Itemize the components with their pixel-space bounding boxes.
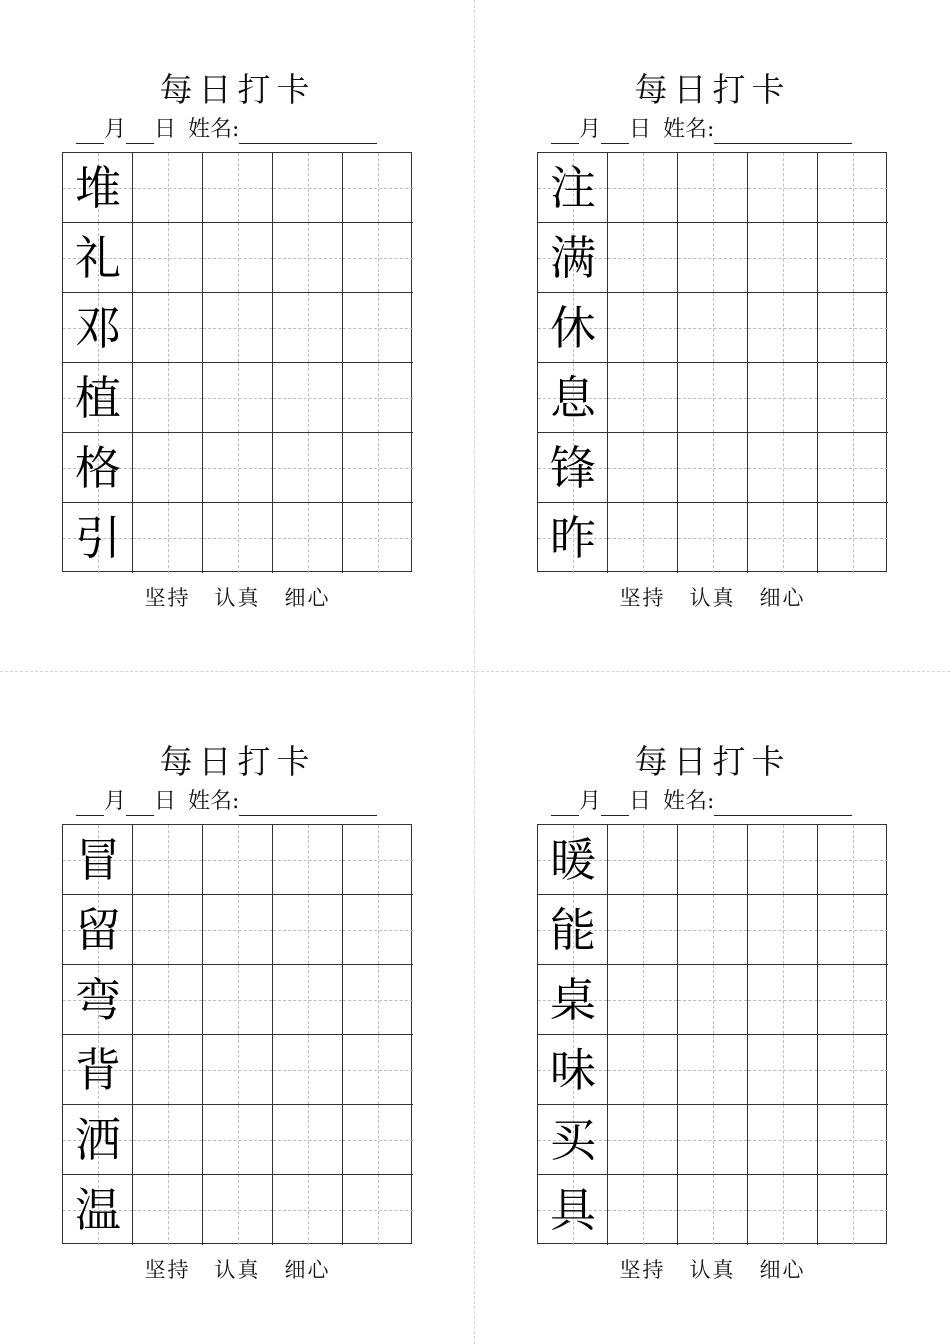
practice-cell[interactable] xyxy=(133,223,203,293)
model-character: 洒 xyxy=(75,1113,121,1167)
practice-cell[interactable] xyxy=(608,825,678,895)
model-character-cell xyxy=(63,293,133,363)
practice-cell[interactable] xyxy=(608,363,678,433)
practice-cell[interactable] xyxy=(608,503,678,573)
practice-cell[interactable] xyxy=(608,1175,678,1245)
practice-cell[interactable] xyxy=(818,433,888,503)
month-label: 月 xyxy=(104,789,127,814)
motto-line xyxy=(0,1256,475,1284)
writing-grid xyxy=(62,824,412,1244)
model-character: 满 xyxy=(550,231,596,285)
model-character: 冒 xyxy=(75,833,121,887)
practice-cell[interactable] xyxy=(343,293,413,363)
name-label: 姓名: xyxy=(188,117,240,142)
practice-cell[interactable] xyxy=(678,1105,748,1175)
practice-cell[interactable] xyxy=(678,153,748,223)
practice-cell[interactable] xyxy=(818,825,888,895)
writing-grid xyxy=(537,824,887,1244)
practice-cell[interactable] xyxy=(203,825,273,895)
model-character-cell xyxy=(63,223,133,293)
model-character: 植 xyxy=(75,371,121,425)
grid-row xyxy=(63,223,411,293)
model-character-cell xyxy=(538,825,608,895)
model-character: 温 xyxy=(75,1183,121,1237)
grid-row xyxy=(63,1175,411,1245)
practice-cell[interactable] xyxy=(748,293,818,363)
practice-cell[interactable] xyxy=(343,825,413,895)
practice-cell[interactable] xyxy=(748,895,818,965)
name-label: 姓名: xyxy=(188,789,240,814)
model-character: 堆 xyxy=(75,161,121,215)
practice-cell[interactable] xyxy=(748,433,818,503)
practice-cell[interactable] xyxy=(273,153,343,223)
practice-cell[interactable] xyxy=(343,895,413,965)
motto-word: 坚持 xyxy=(619,586,666,610)
model-character: 能 xyxy=(550,903,596,957)
model-character: 礼 xyxy=(75,231,121,285)
practice-cell[interactable] xyxy=(678,363,748,433)
motto-line xyxy=(0,584,475,612)
grid-row xyxy=(63,363,411,433)
model-character: 格 xyxy=(75,441,121,495)
month-label: 月 xyxy=(579,117,602,142)
model-character: 留 xyxy=(75,903,121,957)
practice-cell[interactable] xyxy=(203,223,273,293)
card-title: 每日打卡 xyxy=(634,742,791,781)
date-name-line xyxy=(76,116,416,144)
model-character: 昨 xyxy=(550,511,596,565)
model-character: 弯 xyxy=(75,973,121,1027)
grid-row xyxy=(63,293,411,363)
model-character: 休 xyxy=(550,301,596,355)
day-blank[interactable] xyxy=(126,119,154,144)
practice-cell[interactable] xyxy=(748,223,818,293)
model-character: 邓 xyxy=(75,301,121,355)
practice-cell[interactable] xyxy=(273,895,343,965)
practice-cell[interactable] xyxy=(678,503,748,573)
practice-cell[interactable] xyxy=(203,895,273,965)
practice-cell[interactable] xyxy=(343,503,413,573)
model-character-cell xyxy=(63,1175,133,1245)
model-character-cell xyxy=(63,825,133,895)
practice-cell[interactable] xyxy=(343,965,413,1035)
practice-cell[interactable] xyxy=(608,965,678,1035)
motto-word: 认真 xyxy=(214,586,261,610)
practice-cell[interactable] xyxy=(133,895,203,965)
grid-row xyxy=(63,965,411,1035)
practice-cell[interactable] xyxy=(133,965,203,1035)
month-blank[interactable] xyxy=(76,119,104,144)
practice-cell[interactable] xyxy=(133,1175,203,1245)
practice-card-4 xyxy=(475,672,950,1344)
practice-cell[interactable] xyxy=(203,1035,273,1105)
motto-word: 认真 xyxy=(689,586,736,610)
month-blank[interactable] xyxy=(551,119,579,144)
grid-row xyxy=(63,1035,411,1105)
name-blank[interactable] xyxy=(714,119,852,144)
motto-word: 细心 xyxy=(759,586,806,610)
day-label: 日 xyxy=(629,117,652,142)
model-character-cell xyxy=(63,153,133,223)
practice-card-3 xyxy=(0,672,475,1344)
card-title: 每日打卡 xyxy=(159,70,316,109)
practice-cell[interactable] xyxy=(748,965,818,1035)
model-character: 注 xyxy=(550,161,596,215)
month-blank[interactable] xyxy=(551,791,579,816)
day-label: 日 xyxy=(154,789,177,814)
day-blank[interactable] xyxy=(601,119,629,144)
practice-cell[interactable] xyxy=(748,1035,818,1105)
practice-cell[interactable] xyxy=(678,1035,748,1105)
date-name-line xyxy=(551,788,891,816)
model-character: 息 xyxy=(550,371,596,425)
model-character-cell xyxy=(538,223,608,293)
model-character-cell xyxy=(538,1175,608,1245)
model-character: 味 xyxy=(550,1043,596,1097)
practice-cell[interactable] xyxy=(133,363,203,433)
grid-row xyxy=(538,223,886,293)
model-character-cell xyxy=(63,1105,133,1175)
practice-cell[interactable] xyxy=(608,223,678,293)
practice-cell[interactable] xyxy=(273,1175,343,1245)
practice-cell[interactable] xyxy=(133,153,203,223)
practice-cell[interactable] xyxy=(818,1175,888,1245)
model-character-cell xyxy=(538,1035,608,1105)
practice-cell[interactable] xyxy=(748,363,818,433)
date-name-line xyxy=(76,788,416,816)
practice-cell[interactable] xyxy=(608,1105,678,1175)
practice-cell[interactable] xyxy=(203,433,273,503)
practice-cell[interactable] xyxy=(818,895,888,965)
practice-card-2 xyxy=(475,0,950,672)
model-character: 桌 xyxy=(550,973,596,1027)
motto-word: 认真 xyxy=(689,1258,736,1282)
day-blank[interactable] xyxy=(126,791,154,816)
practice-cell[interactable] xyxy=(203,293,273,363)
motto-word: 细心 xyxy=(284,1258,331,1282)
practice-cell[interactable] xyxy=(818,965,888,1035)
practice-cell[interactable] xyxy=(678,433,748,503)
practice-cell[interactable] xyxy=(748,1175,818,1245)
model-character-cell xyxy=(63,1035,133,1105)
practice-cell[interactable] xyxy=(343,1035,413,1105)
practice-cell[interactable] xyxy=(678,895,748,965)
practice-cell[interactable] xyxy=(818,223,888,293)
month-blank[interactable] xyxy=(76,791,104,816)
practice-cell[interactable] xyxy=(678,1175,748,1245)
practice-cell[interactable] xyxy=(203,153,273,223)
practice-cell[interactable] xyxy=(273,965,343,1035)
model-character-cell xyxy=(538,965,608,1035)
card-title: 每日打卡 xyxy=(634,70,791,109)
practice-cell[interactable] xyxy=(273,825,343,895)
motto-line xyxy=(475,1256,950,1284)
grid-row xyxy=(538,363,886,433)
practice-cell[interactable] xyxy=(748,503,818,573)
motto-line xyxy=(475,584,950,612)
name-blank[interactable] xyxy=(239,791,377,816)
grid-row xyxy=(538,965,886,1035)
day-label: 日 xyxy=(154,117,177,142)
practice-card-1 xyxy=(0,0,475,672)
grid-row xyxy=(538,825,886,895)
model-character-cell xyxy=(63,503,133,573)
grid-row xyxy=(538,153,886,223)
name-label: 姓名: xyxy=(663,789,715,814)
writing-grid xyxy=(537,152,887,572)
motto-word: 坚持 xyxy=(619,1258,666,1282)
practice-cell[interactable] xyxy=(748,153,818,223)
practice-cell[interactable] xyxy=(343,363,413,433)
model-character-cell xyxy=(538,503,608,573)
practice-cell[interactable] xyxy=(748,825,818,895)
practice-cell[interactable] xyxy=(608,433,678,503)
practice-cell[interactable] xyxy=(133,1105,203,1175)
model-character-cell xyxy=(538,895,608,965)
model-character-cell xyxy=(63,965,133,1035)
practice-cell[interactable] xyxy=(343,433,413,503)
day-blank[interactable] xyxy=(601,791,629,816)
grid-row xyxy=(538,1105,886,1175)
model-character-cell xyxy=(538,293,608,363)
grid-row xyxy=(538,895,886,965)
model-character: 锋 xyxy=(550,441,596,495)
model-character-cell xyxy=(538,153,608,223)
grid-row xyxy=(63,433,411,503)
date-name-line xyxy=(551,116,891,144)
grid-row xyxy=(63,825,411,895)
model-character: 暖 xyxy=(550,833,596,887)
motto-word: 坚持 xyxy=(144,586,191,610)
practice-cell[interactable] xyxy=(608,895,678,965)
grid-row xyxy=(63,895,411,965)
model-character-cell xyxy=(63,433,133,503)
model-character-cell xyxy=(538,1105,608,1175)
practice-cell[interactable] xyxy=(133,433,203,503)
model-character: 引 xyxy=(75,511,121,565)
grid-row xyxy=(538,1035,886,1105)
practice-cell[interactable] xyxy=(203,1105,273,1175)
practice-cell[interactable] xyxy=(133,503,203,573)
grid-row xyxy=(538,503,886,573)
practice-cell[interactable] xyxy=(678,965,748,1035)
model-character-cell xyxy=(63,895,133,965)
practice-cell[interactable] xyxy=(678,223,748,293)
practice-cell[interactable] xyxy=(818,1105,888,1175)
practice-cell[interactable] xyxy=(273,293,343,363)
practice-cell[interactable] xyxy=(273,1105,343,1175)
practice-cell[interactable] xyxy=(608,153,678,223)
day-label: 日 xyxy=(629,789,652,814)
practice-cell[interactable] xyxy=(343,1175,413,1245)
model-character: 买 xyxy=(550,1113,596,1167)
grid-row xyxy=(63,503,411,573)
motto-word: 细心 xyxy=(284,586,331,610)
motto-word: 坚持 xyxy=(144,1258,191,1282)
practice-cell[interactable] xyxy=(203,1175,273,1245)
practice-cell[interactable] xyxy=(748,1105,818,1175)
practice-cell[interactable] xyxy=(273,223,343,293)
practice-cell[interactable] xyxy=(273,503,343,573)
practice-cell[interactable] xyxy=(133,825,203,895)
practice-cell[interactable] xyxy=(133,1035,203,1105)
model-character-cell xyxy=(538,433,608,503)
practice-cell[interactable] xyxy=(818,1035,888,1105)
practice-cell[interactable] xyxy=(608,1035,678,1105)
grid-row xyxy=(538,293,886,363)
practice-cell[interactable] xyxy=(818,363,888,433)
motto-word: 细心 xyxy=(759,1258,806,1282)
practice-cell[interactable] xyxy=(818,503,888,573)
practice-cell[interactable] xyxy=(343,223,413,293)
grid-row xyxy=(538,433,886,503)
practice-cell[interactable] xyxy=(343,153,413,223)
month-label: 月 xyxy=(579,789,602,814)
practice-cell[interactable] xyxy=(608,293,678,363)
practice-cell[interactable] xyxy=(203,503,273,573)
name-blank[interactable] xyxy=(239,119,377,144)
name-blank[interactable] xyxy=(714,791,852,816)
practice-cell[interactable] xyxy=(203,965,273,1035)
practice-cell[interactable] xyxy=(343,1105,413,1175)
month-label: 月 xyxy=(104,117,127,142)
model-character-cell xyxy=(63,363,133,433)
model-character: 背 xyxy=(75,1043,121,1097)
motto-word: 认真 xyxy=(214,1258,261,1282)
grid-row xyxy=(538,1175,886,1245)
practice-cell[interactable] xyxy=(133,293,203,363)
practice-cell[interactable] xyxy=(678,293,748,363)
practice-cell[interactable] xyxy=(818,153,888,223)
writing-grid xyxy=(62,152,412,572)
practice-cell[interactable] xyxy=(818,293,888,363)
model-character-cell xyxy=(538,363,608,433)
grid-row xyxy=(63,1105,411,1175)
practice-cell[interactable] xyxy=(273,363,343,433)
practice-cell[interactable] xyxy=(203,363,273,433)
grid-row xyxy=(63,153,411,223)
practice-cell[interactable] xyxy=(273,1035,343,1105)
practice-cell[interactable] xyxy=(678,825,748,895)
practice-cell[interactable] xyxy=(273,433,343,503)
card-title: 每日打卡 xyxy=(159,742,316,781)
model-character: 具 xyxy=(550,1183,596,1237)
name-label: 姓名: xyxy=(663,117,715,142)
